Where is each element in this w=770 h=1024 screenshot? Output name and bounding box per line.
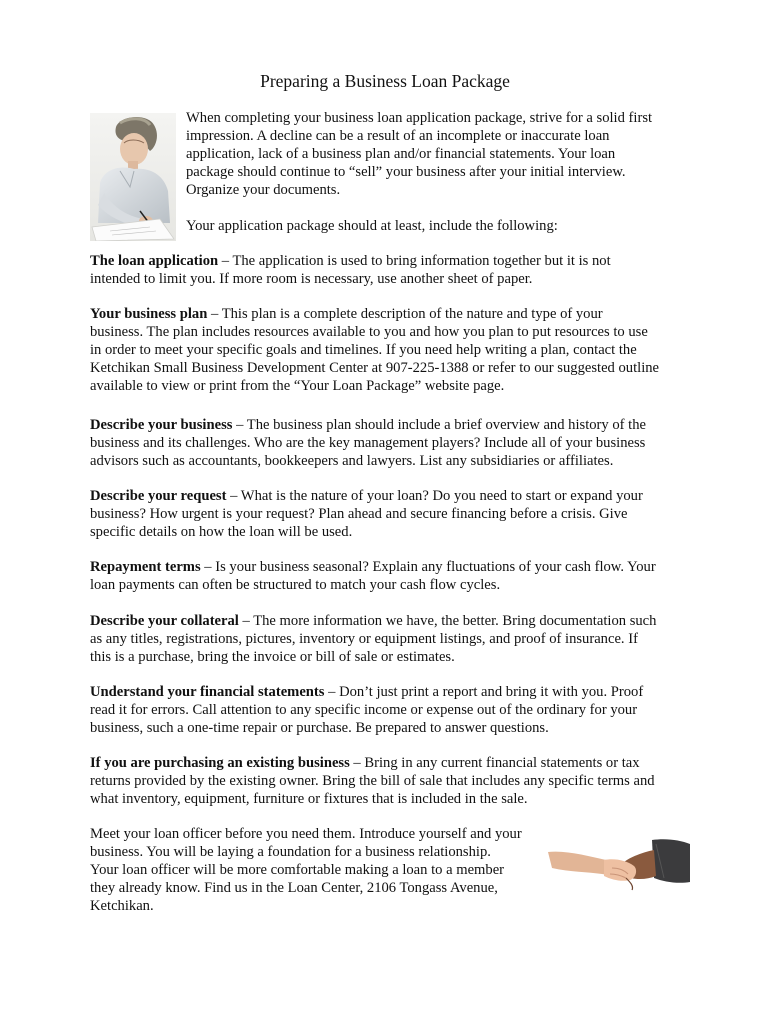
text-line: When completing your business loan application package, strive for a solid first <box>186 110 653 126</box>
section-loan-application <box>90 252 682 288</box>
text-line: Ketchikan Small Business Development Center at 907-225-1388 or refer to our suggested outline <box>90 360 660 376</box>
intro-paragraph <box>186 109 676 199</box>
text-line: what inventory, equipment, furniture or fixtures that is included in the sale. <box>90 791 528 807</box>
text-line: business and its challenges. Who are the key management players? Include all of your business <box>90 435 646 451</box>
text-line: available to view or print from the “Your Loan Package” website page. <box>90 378 505 394</box>
text-line: business. The plan includes resources available to you and how you plan to put resources to use <box>90 324 648 340</box>
text-line: Ketchikan. <box>90 898 154 914</box>
text-line: – Bring in any current financial statements or tax <box>349 755 640 771</box>
section-heading: Describe your business <box>90 417 233 433</box>
section-describe-collateral <box>90 612 682 666</box>
page-title: Preparing a Business Loan Package <box>260 71 510 91</box>
section-heading: If you are purchasing an existing business <box>90 755 350 771</box>
handshake-photo <box>548 838 690 900</box>
section-financial-statements <box>90 683 682 737</box>
text-line: specific details on how the loan will be used. <box>90 524 353 540</box>
text-line: – The application is used to bring information together but it is not <box>218 253 611 269</box>
text-line: – What is the nature of your loan? Do you need to start or expand your <box>226 488 643 504</box>
section-heading: The loan application <box>90 253 219 269</box>
text-line: – The more information we have, the better. Bring documentation such <box>238 613 657 629</box>
section-repayment-terms <box>90 558 682 594</box>
text-line: – Don’t just print a report and bring it with you. Proof <box>324 684 644 700</box>
text-line: read it for errors. Call attention to any specific income or expense out of the ordinary for your <box>90 702 638 718</box>
section-heading: Describe your request <box>90 488 227 504</box>
section-heading: Describe your collateral <box>90 613 239 629</box>
text-line: impression. A decline can be a result of an incomplete or inaccurate loan <box>186 128 610 144</box>
text-line: Meet your loan officer before you need them. Introduce yourself and your <box>90 826 522 842</box>
section-heading: Repayment terms <box>90 559 201 575</box>
text-line: loan payments can often be structured to match your cash flow cycles. <box>90 577 501 593</box>
text-line: – The business plan should include a brief overview and history of the <box>232 417 646 433</box>
text-line: Your application package should at least, include the following: <box>186 218 558 234</box>
section-describe-request <box>90 487 682 541</box>
text-line: application, lack of a business plan and/or financial statements. Your loan <box>186 146 616 162</box>
text-line: as any titles, registrations, pictures, inventory or equipment listings, and proof of insurance. If <box>90 631 638 647</box>
section-heading: Your business plan <box>90 306 208 322</box>
woman-writing-photo <box>90 113 176 241</box>
text-line: business? How urgent is your request? Plan ahead and secure financing before a crisis. Give <box>90 506 628 522</box>
requirement-paragraph <box>186 217 676 235</box>
closing-paragraph <box>90 825 542 915</box>
text-line: this is a purchase, bring the invoice or bill of sale or estimates. <box>90 649 455 665</box>
text-line: Your loan officer will be more comfortable making a loan to a member <box>90 862 505 878</box>
text-line: returns provided by the existing owner. Bring the bill of sale that includes any specific terms and <box>90 773 655 789</box>
text-line: package should continue to “sell” your business after your initial interview. <box>186 164 626 180</box>
text-line: advisors such as accountants, bookkeepers and lawyers. List any subsidiaries or affiliates. <box>90 453 614 469</box>
section-describe-business <box>90 416 682 470</box>
text-line: in order to meet your specific goals and timelines. If you need help writing a plan, contact the <box>90 342 637 358</box>
text-line: – Is your business seasonal? Explain any fluctuations of your cash flow. Your <box>200 559 656 575</box>
text-line: Organize your documents. <box>186 182 341 198</box>
section-heading: Understand your financial statements <box>90 684 325 700</box>
section-business-plan <box>90 305 682 395</box>
text-line: – This plan is a complete description of the nature and type of your <box>207 306 603 322</box>
text-line: they already know. Find us in the Loan Center, 2106 Tongass Avenue, <box>90 880 498 896</box>
text-line: business, such a one-time repair or purchase. Be prepared to answer questions. <box>90 720 549 736</box>
text-line: intended to limit you. If more room is necessary, use another sheet of paper. <box>90 271 533 287</box>
section-existing-business <box>90 754 682 808</box>
text-line: business. You will be laying a foundation for a business relationship. <box>90 844 491 860</box>
